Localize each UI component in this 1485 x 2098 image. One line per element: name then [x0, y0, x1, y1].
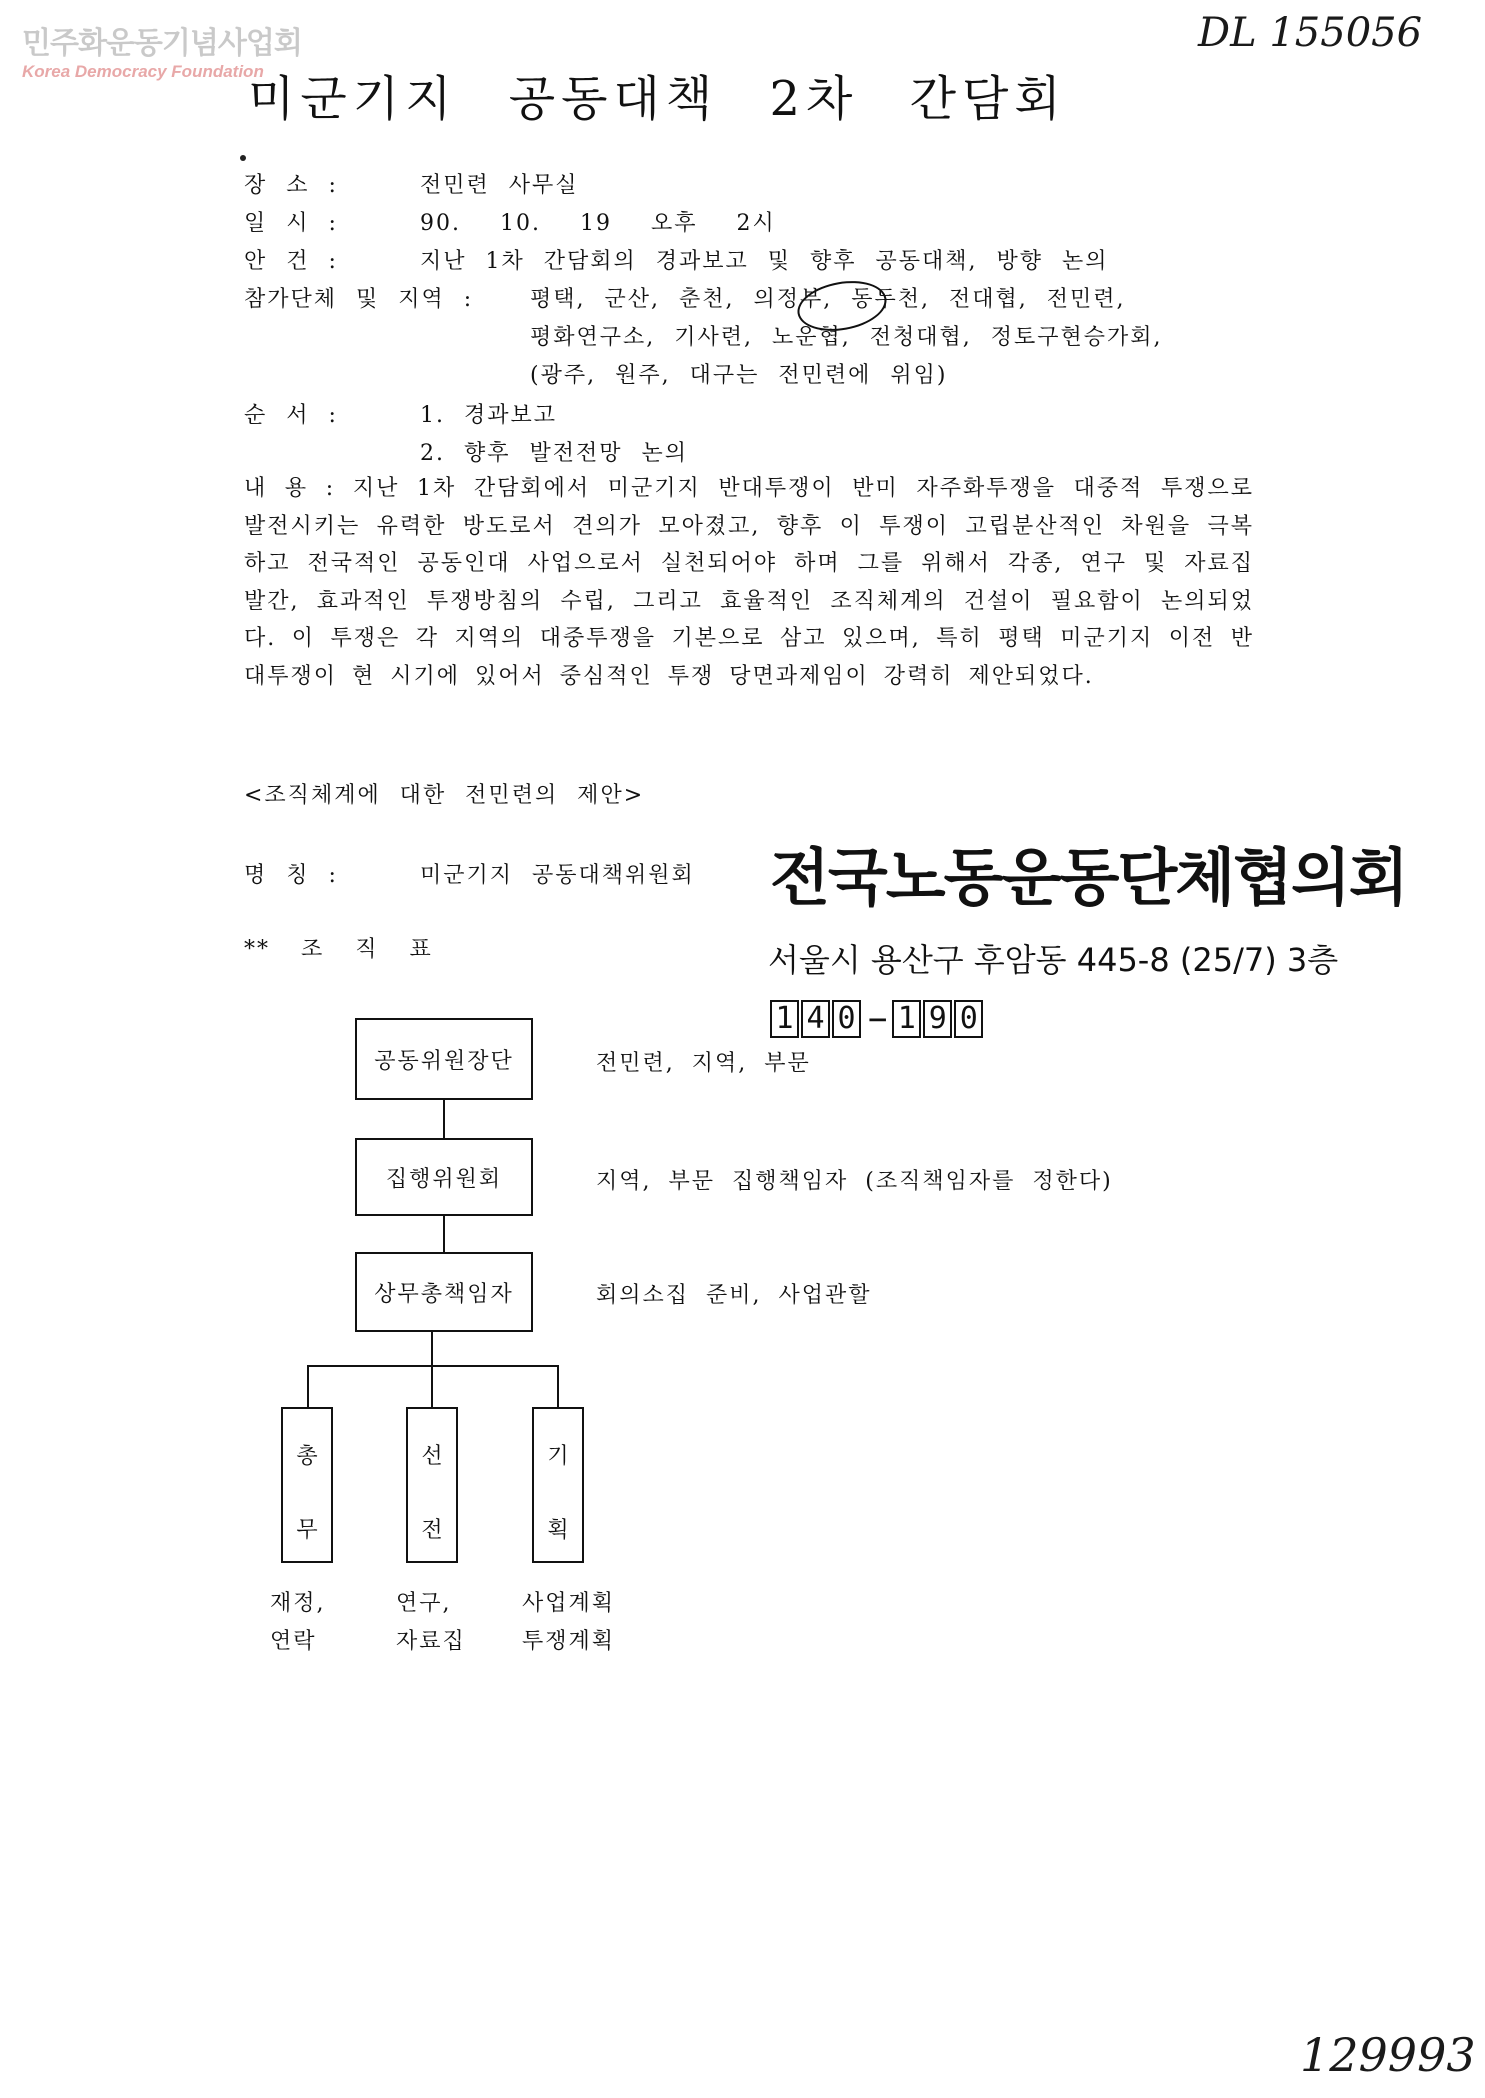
org-general-affairs-note-1: 재정,	[270, 1591, 326, 1616]
org-connector	[443, 1216, 445, 1252]
name-value: 미군기지 공동대책위원회	[420, 863, 695, 888]
participants-label: 참가단체 및 지역 :	[244, 287, 474, 312]
speck-dot	[240, 155, 246, 161]
order-item-2: 2. 향후 발전전망 논의	[420, 441, 688, 466]
org-connector	[431, 1365, 433, 1407]
zip-digit: 0	[954, 1000, 983, 1038]
org-box-planning-bottom: 획	[547, 1518, 569, 1543]
zip-digit: 1	[892, 1000, 921, 1038]
date-value: 90. 10. 19 오후 2시	[420, 211, 776, 236]
date-label: 일 시 :	[244, 211, 338, 236]
org-connector	[443, 1100, 445, 1138]
order-item-1: 1. 경과보고	[420, 403, 557, 428]
zip-dash: −	[868, 1000, 888, 1038]
org-connector	[557, 1365, 559, 1407]
archive-number-top: DL 155056	[1198, 10, 1423, 56]
archive-number-bottom: 129993	[1300, 2028, 1476, 2082]
stamp-zip-code	[770, 1000, 985, 1038]
stamp-organization-name: 전국노동운동단체협의회	[770, 841, 1407, 914]
org-planning-note-2: 투쟁계획	[522, 1629, 616, 1654]
stamp-address: 서울시 용산구 후암동 445-8 (25/7) 3층	[768, 941, 1339, 979]
org-box-co-chairs-note: 전민련, 지역, 부문	[596, 1051, 811, 1076]
watermark-english: Korea Democracy Foundation	[22, 62, 264, 81]
org-box-planning-top: 기	[547, 1444, 569, 1469]
order-label: 순 서 :	[244, 403, 338, 428]
participants-line1: 평택, 군산, 춘천, 의정부, 동두천, 전대협, 전민련,	[530, 287, 1126, 312]
participants-line3: (광주, 원주, 대구는 전민련에 위임)	[530, 363, 948, 388]
org-box-executive-committee	[355, 1138, 533, 1216]
agenda-value: 지난 1차 간담회의 경과보고 및 향후 공동대책, 방향 논의	[420, 249, 1109, 274]
org-box-general-affairs-top: 총	[296, 1444, 318, 1469]
org-box-co-chairs-label: 공동위원장단	[374, 1048, 514, 1074]
name-label: 명 칭 :	[244, 863, 338, 888]
zip-digit: 1	[770, 1000, 799, 1038]
org-general-affairs-note-2: 연락	[270, 1629, 317, 1654]
zip-digit: 9	[923, 1000, 952, 1038]
place-value: 전민련 사무실	[420, 173, 579, 198]
org-box-propaganda	[406, 1407, 458, 1563]
zip-digit: 4	[801, 1000, 830, 1038]
org-connector-horizontal	[307, 1365, 559, 1367]
org-box-propaganda-top: 선	[421, 1444, 443, 1469]
org-box-planning	[532, 1407, 584, 1563]
org-box-general-manager-label: 상무총책임자	[374, 1281, 514, 1307]
content-text: 지난 1차 간담회에서 미군기지 반대투쟁이 반미 자주화투쟁을 대중적 투쟁으로 발전시키는 유력한 방도로서 견의가 모아졌고, 향후 이 투쟁이 고립분산적인 차원을 극복하고 전국적인 공동인대 사업으로서 실천되어야 하며 그를 위해서 각종, 연구 및 자료집 발간, 효과적인 투쟁방침의 수립, 그리고 효율적인 조직체계의 건설이 필요함이 논의되었다. 이 투쟁은 각 지역의 대중투쟁을 기본으로 삼고 있으며, 특히 평택 미군기지 이전 반대투쟁이 현 시기에 있어서 중심적인 투쟁 당면과제임이 강력히 제안되었다.	[244, 476, 1255, 689]
org-box-executive-committee-label: 집행위원회	[385, 1166, 503, 1192]
document-title: 미군기지 공동대책 2차 간담회	[248, 71, 1067, 127]
org-connector	[307, 1365, 309, 1407]
watermark-korean: 민주화운동기념사업회	[22, 26, 302, 61]
content-label: 내 용 :	[244, 476, 336, 501]
org-box-executive-committee-note: 지역, 부문 집행책임자 (조직책임자를 정한다)	[596, 1169, 1113, 1194]
org-box-general-manager	[355, 1252, 533, 1332]
org-planning-note-1: 사업계획	[522, 1591, 616, 1616]
org-chart-heading: ** 조 직 표	[244, 937, 433, 962]
participants-line2: 평화연구소, 기사련, 노운협, 전청대협, 정토구현승가회,	[530, 325, 1163, 350]
proposal-heading: <조직체계에 대한 전민련의 제안>	[244, 783, 645, 808]
zip-digit: 0	[832, 1000, 861, 1038]
org-box-propaganda-bottom: 전	[421, 1518, 443, 1543]
org-box-general-affairs	[281, 1407, 333, 1563]
org-connector	[431, 1332, 433, 1366]
agenda-label: 안 건 :	[244, 249, 338, 274]
org-propaganda-note-2: 자료집	[396, 1629, 466, 1654]
content-paragraph	[244, 470, 1254, 695]
org-propaganda-note-1: 연구,	[396, 1591, 452, 1616]
org-box-general-manager-note: 회의소집 준비, 사업관할	[596, 1283, 872, 1308]
place-label: 장 소 :	[244, 173, 338, 198]
org-box-co-chairs	[355, 1018, 533, 1100]
org-box-general-affairs-bottom: 무	[296, 1518, 318, 1543]
